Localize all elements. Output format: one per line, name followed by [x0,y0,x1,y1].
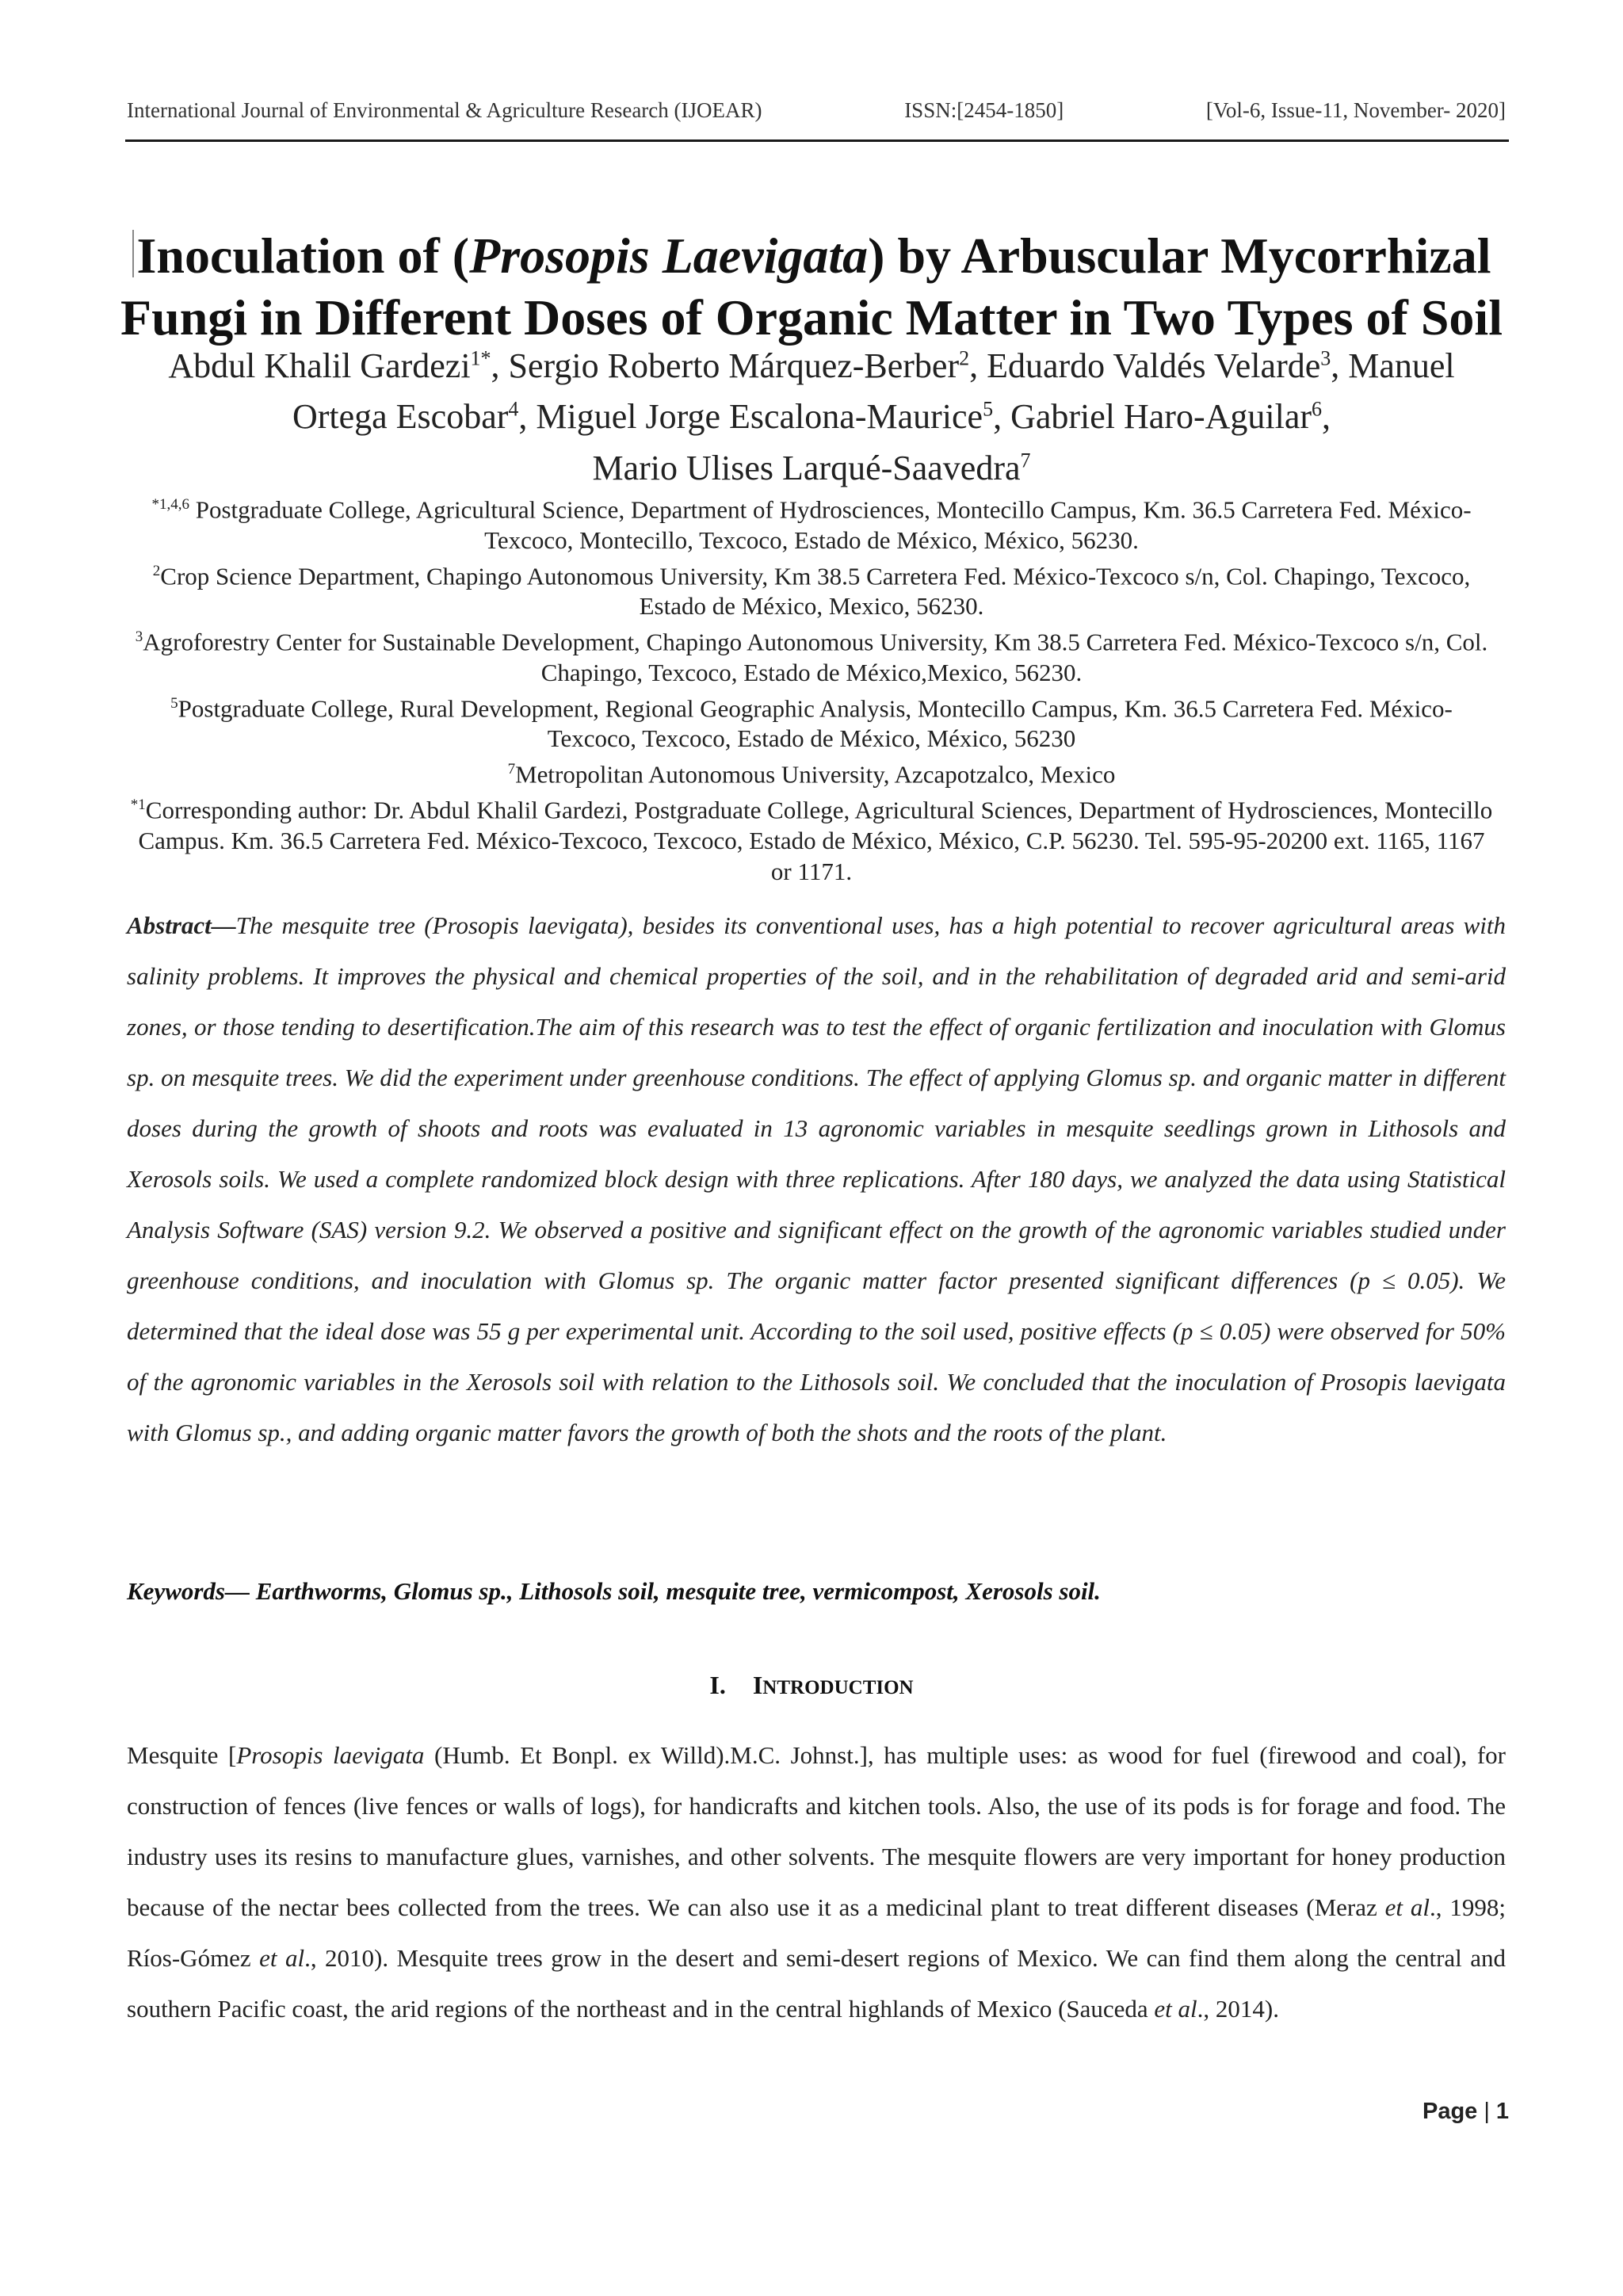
author: Gabriel Haro-Aguilar$^6$ [1010,397,1323,437]
journal-name: International Journal of Environmental & Agriculture Research (IJOEAR) [127,98,762,122]
abstract-text: The mesquite tree (Prosopis laevigata), besides its conventional uses, has a high potential to recover agricultural areas with salinity problems. It improves the physical and chemical properties of the soil, and in the rehabilitation of degraded arid and semi-arid zones, or those tending to desertification.The aim of this research was to test the effect of organic fertilization and inoculation with Glomus sp. on mesquite trees. We did the experiment under greenhouse conditions. The effect of applying Glomus sp. and organic matter in different doses during the growth of shoots and roots was evaluated in 13 agronomic variables in mesquite seedlings grown in Lithosols and Xerosols soils. We used a complete randomized block design with three replications. After 180 days, we analyzed the data using Statistical Analysis Software (SAS) version 9.2. We observed a positive and significant effect on the growth of the agronomic variables studied under greenhouse conditions, and inoculation with Glomus sp. The organic matter factor presented significant differences (p ≤ 0.05). We determined that the ideal dose was 55 g per experimental unit. According to the soil used, positive effects (p ≤ 0.05) were observed for 50% of the agronomic variables in the Xerosols soil with relation to the Lithosols soil. We concluded that the inoculation of Prosopis laevigata with Glomus sp., and adding organic matter favors the growth of both the shots and the roots of the plant. [127,911,1506,1446]
issn: ISSN:[2454-1850] [904,98,1064,122]
title-species: Prosopis Laevigata [469,227,869,284]
author: Mario Ulises Larqué-Saavedra$^7$ [592,448,1031,487]
abstract [127,900,1506,1458]
paper-title [95,225,1528,349]
abstract-label: Abstract— [127,911,236,939]
section-title-initial: I [752,1671,763,1699]
section-title-rest: NTRODUCTION [762,1677,914,1698]
author: Manuel Ortega Escobar$^4$ [292,346,1455,437]
text-cursor [132,230,134,277]
page-label: Page [1422,2099,1478,2124]
author: Eduardo Valdés Velarde$^3$ [987,346,1331,385]
page-separator: | [1484,2099,1490,2124]
affiliation: $^{*1,4,6}$ Postgraduate College, Agricultural Science, Department of Hydrosciences, Montecillo Campus, Km. 36.5 Carretera Fed. México-Texcoco, Montecillo, Texcoco, Estado de México, México, 56230. [151,495,1472,554]
header-rule [125,139,1509,142]
page-footer [1347,2099,1509,2125]
keywords: Keywords— Earthworms, Glomus sp., Lithosols soil, mesquite tree, vermicompost, Xerosols soil. [127,1577,1101,1605]
author: Abdul Khalil Gardezi$^{1*}$ [168,346,491,385]
title-part-1: Inoculation of ( [136,227,470,284]
running-header [127,98,1506,130]
volume-issue: [Vol-6, Issue-11, November- 2020] [1205,98,1506,122]
affiliation: $^2$Crop Science Department, Chapingo Autonomous University, Km 38.5 Carretera Fed. México-Texcoco s/n, Col. Chapingo, Texcoco, Estado de México, Mexico, 56230. [152,561,1471,621]
author: Miguel Jorge Escalona-Maurice$^5$ [536,397,994,437]
title-part-2: ) by Arbuscular Mycorrhizal Fungi in Different Doses of Organic Matter in Two Types of Soil [120,227,1503,346]
corresponding-author: $^{*1}$Corresponding author: Dr. Abdul Khalil Gardezi, Postgraduate College, Agricultural Sciences, Department of Hydrosciences, Montecillo Campus. Km. 36.5 Carretera Fed. México-Texcoco, Texcoco, Estado de México, México, C.P. 56230. Tel. 595-95-20200 ext. 1165, 1167 or 1171. [130,796,1493,885]
page-number: 1 [1495,2099,1509,2124]
author: Sergio Roberto Márquez-Berber$^2$ [508,346,970,385]
affiliation: $^7$Metropolitan Autonomous University, Azcapotzalco, Mexico [507,760,1116,789]
affiliation: $^5$Postgraduate College, Rural Development, Regional Geographic Analysis, Montecillo Campus, Km. 36.5 Carretera Fed. México-Texcoco, Texcoco, Estado de México, México, 56230 [170,693,1453,753]
author-list: Abdul Khalil Gardezi$^{1*}$, Sergio Roberto Márquez-Berber$^2$, Eduardo Valdés Velarde$^3$, Manuel Ortega Escobar$^4$, Miguel Jorge Escalona-Maurice$^5$, Gabriel Haro-Aguilar$^6$, Mario Ulises Larqué-Saavedra$^7$ [168,346,1455,487]
affiliations [127,490,1496,887]
introduction-paragraph: Mesquite [Prosopis laevigata (Humb. Et Bonpl. ex Willd).M.C. Johnst.], has multiple uses: as wood for fuel (firewood and coal), for construction of fences (live fences or walls of logs), for handicrafts and kitchen tools. Also, the use of its pods is for forage and food. The industry uses its resins to manufacture glues, varnishes, and other solvents. The mesquite flowers are very important for honey production because of the nectar bees collected from the trees. We can also use it as a medicinal plant to treat different diseases (Meraz et al., 1998; Ríos-Gómez et al., 2010). Mesquite trees grow in the desert and semi-desert regions of Mexico. We can find them along the central and southern Pacific coast, the arid regions of the northeast and in the central highlands of Mexico (Sauceda et al., 2014). [127,1741,1506,2023]
section-heading-introduction [0,1671,1623,1700]
affiliation: $^3$Agroforestry Center for Sustainable Development, Chapingo Autonomous University, Km 38.5 Carretera Fed. México-Texcoco s/n, Col. Chapingo, Texcoco, Estado de México,Mexico, 56230. [135,628,1488,686]
section-number: I. [709,1671,726,1699]
